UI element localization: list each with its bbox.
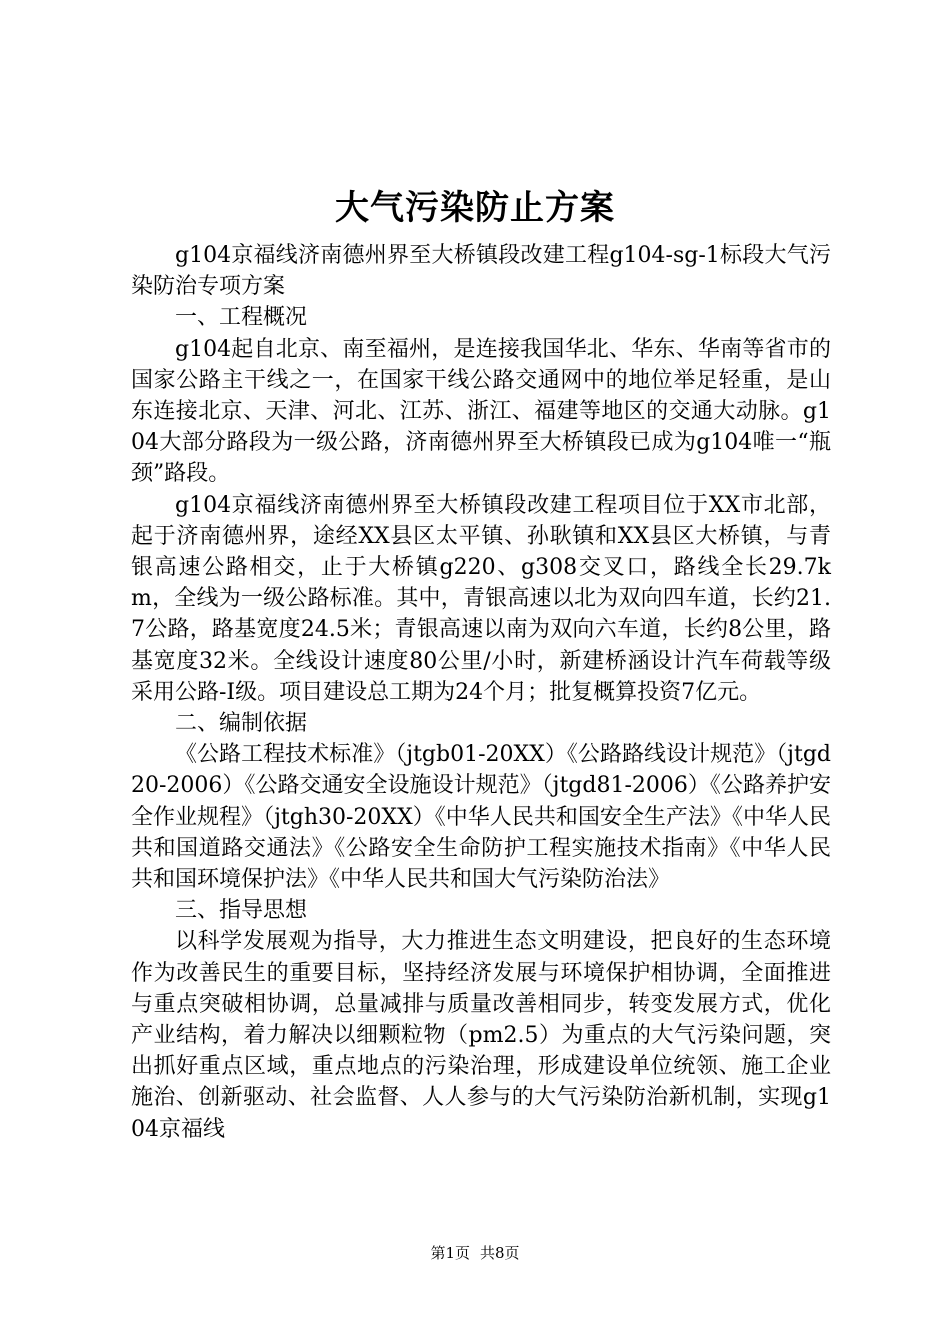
page-number: 第1页 — [430, 1244, 470, 1262]
heading-guiding-ideology: 三、指导思想 — [175, 898, 308, 924]
page-total: 共8页 — [480, 1244, 520, 1262]
paragraph-project-name: g104京福线济南德州界至大桥镇段改建工程g104-sg-1标段大气污染防治专项方案 — [131, 243, 831, 300]
document-body — [131, 240, 831, 1145]
heading-compilation-basis: 二、编制依据 — [175, 711, 308, 737]
paragraph-guiding-ideology: 以科学发展观为指导，大力推进生态文明建设，把良好的生态环境作为改善民生的重要目标，坚持经济发展与环境保护相协调，全面推进与重点突破相协调，总量减排与质量改善相同步，转变发展方式，优化产业结构，着力解决以细颗粒物（pm2.5）为重点的大气污染问题，突出抓好重点区域，重点地点的污染治理，形成建设单位统领、施工企业施治、创新驱动、社会监督、人人参与的大气污染防治新机制，实现g104京福线 — [131, 929, 831, 1142]
heading-project-overview: 一、工程概况 — [175, 305, 308, 331]
document-title: 大气污染防止方案 — [335, 188, 615, 228]
page-footer — [0, 1243, 950, 1263]
paragraph-overview-details: g104京福线济南德州界至大桥镇段改建工程项目位于XX市北部，起于济南德州界，途经XX县区太平镇、孙耿镇和XX县区大桥镇，与青银高速公路相交，止于大桥镇g220、g308交叉口，路线全长29.7km，全线为一级公路标准。其中，青银高速以北为双向四车道，长约21.7公路，路基宽度24.5米；青银高速以南为双向六车道，长约8公里，路基宽度32米。全线设计速度80公里/小时，新建桥涵设计汽车荷载等级采用公路-Ⅰ级。项目建设总工期为24个月；批复概算投资7亿元。 — [131, 492, 831, 705]
paragraph-overview-route: g104起自北京、南至福州，是连接我国华北、华东、华南等省市的国家公路主干线之一，在国家干线公路交通网中的地位举足轻重，是山东连接北京、天津、河北、江苏、浙江、福建等地区的交通大动脉。g104大部分路段为一级公路，济南德州界至大桥镇段已成为g104唯一“瓶颈”路段。 — [131, 336, 831, 487]
paragraph-standards-list: 《公路工程技术标准》（jtgb01-20XX）《公路路线设计规范》（jtgd20-2006）《公路交通安全设施设计规范》（jtgd81-2006）《公路养护安全作业规程》（jtgh30-20XX）《中华人民共和国安全生产法》《中华人民共和国道路交通法》《公路安全生命防护工程实施技术指南》《中华人民共和国环境保护法》《中华人民共和国大气污染防治法》 — [131, 742, 831, 893]
